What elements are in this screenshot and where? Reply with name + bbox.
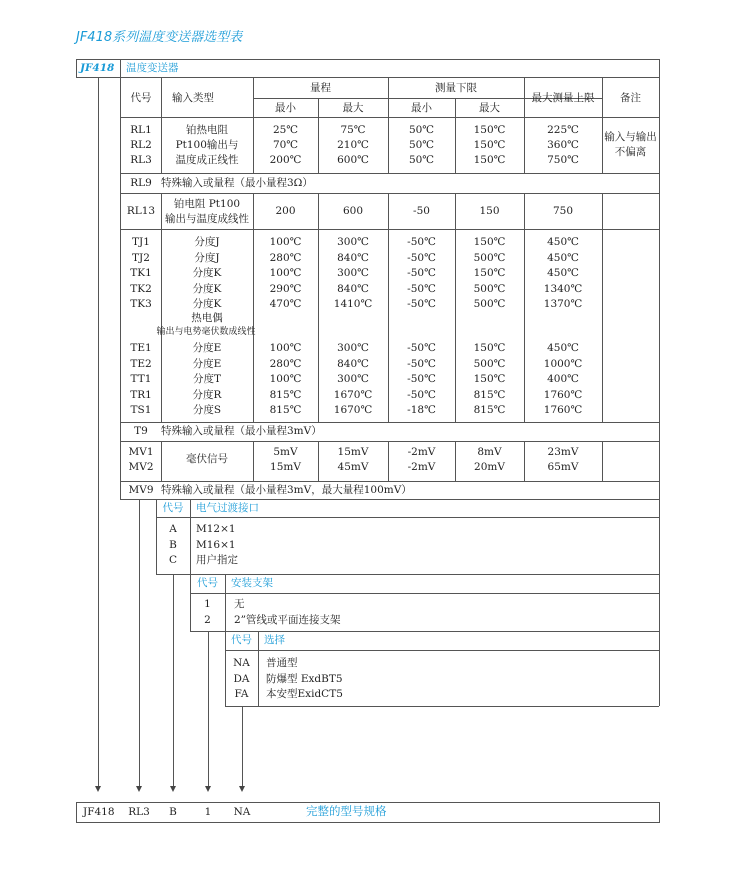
tc1-codes: TJ1 TJ2 TK1 TK2 TK3	[130, 236, 152, 310]
header-note: 备注	[620, 92, 641, 104]
rl-range-min: 25℃ 70℃ 200℃	[269, 124, 302, 166]
t9-code: T9	[134, 425, 148, 437]
header-lower-limit: 测量下限	[435, 82, 477, 94]
example-electrical: B	[169, 806, 177, 818]
rl13-range-min: 200	[275, 205, 296, 217]
example-input: RL3	[128, 806, 150, 818]
tc2-range-max: 300℃ 840℃ 300℃ 1670℃ 1670℃	[333, 342, 373, 416]
selection-code-header: 代号	[231, 634, 252, 646]
mv-lower-max: 8mV 20mV	[474, 446, 505, 473]
t9-desc: 特殊输入或量程（最小量程3mV）	[161, 425, 322, 437]
rl-range-max: 75℃ 210℃ 600℃	[337, 124, 369, 166]
rl-desc: 铂热电阻 Pt100输出与 温度成正线性	[175, 124, 239, 166]
electrical-codes: A B C	[168, 523, 178, 566]
thermocouple-label: 热电偶	[191, 312, 223, 324]
header-lower-min: 最小	[411, 102, 432, 114]
mv-range-min: 5mV 15mV	[270, 446, 301, 473]
header-code: 代号	[130, 92, 152, 104]
header-range-max: 最大	[342, 102, 364, 114]
header-range: 量程	[310, 82, 331, 94]
mounting-items: 无 2”管线或平面连接支架	[234, 598, 341, 626]
mv-codes: MV1 MV2	[128, 446, 154, 473]
rl9-desc: 特殊输入或量程（最小量程3Ω）	[161, 177, 313, 189]
rl-lower-max: 150℃ 150℃ 150℃	[473, 124, 506, 166]
mv-desc: 毫伏信号	[186, 453, 228, 465]
rl13-lower-min: -50	[413, 205, 430, 217]
rl13-lower-max: 150	[479, 205, 500, 217]
header-input-type: 输入类型	[172, 92, 214, 104]
selection-items: 普通型 防爆型 ExdBT5 本安型ExidCT5	[266, 657, 343, 700]
page-title: JF418系列温度变送器选型表	[76, 30, 243, 45]
rl13-upper: 750	[552, 205, 574, 217]
model-name: 温度变送器	[126, 62, 179, 74]
rl9-code: RL9	[130, 177, 152, 189]
electrical-title: 电气过渡接口	[196, 502, 259, 514]
electrical-code-header: 代号	[162, 502, 184, 514]
tc1-range-min: 100℃ 280℃ 100℃ 290℃ 470℃	[269, 236, 302, 310]
tc2-lower-min: -50℃ -50℃ -50℃ -50℃ -18℃	[407, 342, 436, 416]
arrow-down-icon	[205, 786, 211, 792]
selection-codes: NA DA FA	[233, 657, 250, 700]
rl13-range-max: 600	[342, 205, 364, 217]
tc1-lower-min: -50℃ -50℃ -50℃ -50℃ -50℃	[407, 236, 436, 310]
rl13-desc: 铂电阻 Pt100 输出与温度成线性	[165, 198, 249, 225]
rl-lower-min: 50℃ 50℃ 50℃	[408, 124, 435, 166]
tc2-lower-max: 150℃ 500℃ 150℃ 815℃ 815℃	[473, 342, 506, 416]
tc1-lower-max: 150℃ 500℃ 150℃ 500℃ 500℃	[473, 236, 506, 310]
electrical-items: M12×1 M16×1 用户指定	[196, 523, 238, 566]
arrow-down-icon	[136, 786, 142, 792]
mounting-title: 安装支架	[231, 577, 273, 589]
arrow-down-icon	[239, 786, 245, 792]
header-lower-max: 最大	[479, 102, 500, 114]
header-upper-limit: 最大测量上限	[531, 92, 595, 104]
mv9-code: MV9	[128, 484, 154, 496]
example-mounting: 1	[204, 806, 212, 818]
tc1-desc: 分度J 分度J 分度K 分度K 分度K	[192, 236, 222, 310]
tc2-range-min: 100℃ 280℃ 100℃ 815℃ 815℃	[269, 342, 302, 416]
arrow-down-icon	[95, 786, 101, 792]
tc2-codes: TE1 TE2 TT1 TR1 TS1	[130, 342, 152, 416]
example-label: 完整的型号规格	[306, 804, 387, 818]
header-range-min: 最小	[275, 102, 296, 114]
rl-upper: 225℃ 360℃ 750℃	[547, 124, 579, 166]
mv-lower-min: -2mV -2mV	[407, 446, 436, 473]
model-code: JF418	[80, 62, 115, 74]
mv-upper: 23mV 65mV	[547, 446, 579, 473]
mv9-desc: 特殊输入或量程（最小量程3mV，最大量程100mV）	[161, 484, 412, 496]
tc2-desc: 分度E 分度E 分度T 分度R 分度S	[192, 342, 222, 416]
example-model: JF418	[83, 806, 115, 818]
arrow-down-icon	[170, 786, 176, 792]
tc1-range-max: 300℃ 840℃ 300℃ 840℃ 1410℃	[333, 236, 373, 310]
tc2-upper: 450℃ 1000℃ 400℃ 1760℃ 1760℃	[543, 342, 583, 416]
thermocouple-sub: 输出与电势毫伏数成线性	[156, 327, 256, 337]
rl13-code: RL13	[126, 205, 156, 217]
mounting-code-header: 代号	[197, 577, 218, 589]
tc1-upper: 450℃ 450℃ 450℃ 1340℃ 1370℃	[543, 236, 583, 310]
mv-range-max: 15mV 45mV	[337, 446, 369, 473]
selection-title: 选择	[264, 634, 285, 646]
rl-codes: RL1 RL2 RL3	[130, 124, 152, 166]
example-selection: NA	[233, 806, 251, 818]
mounting-codes: 1 2	[204, 598, 211, 626]
rl-note: 输入与输出 不偏离	[604, 131, 657, 158]
